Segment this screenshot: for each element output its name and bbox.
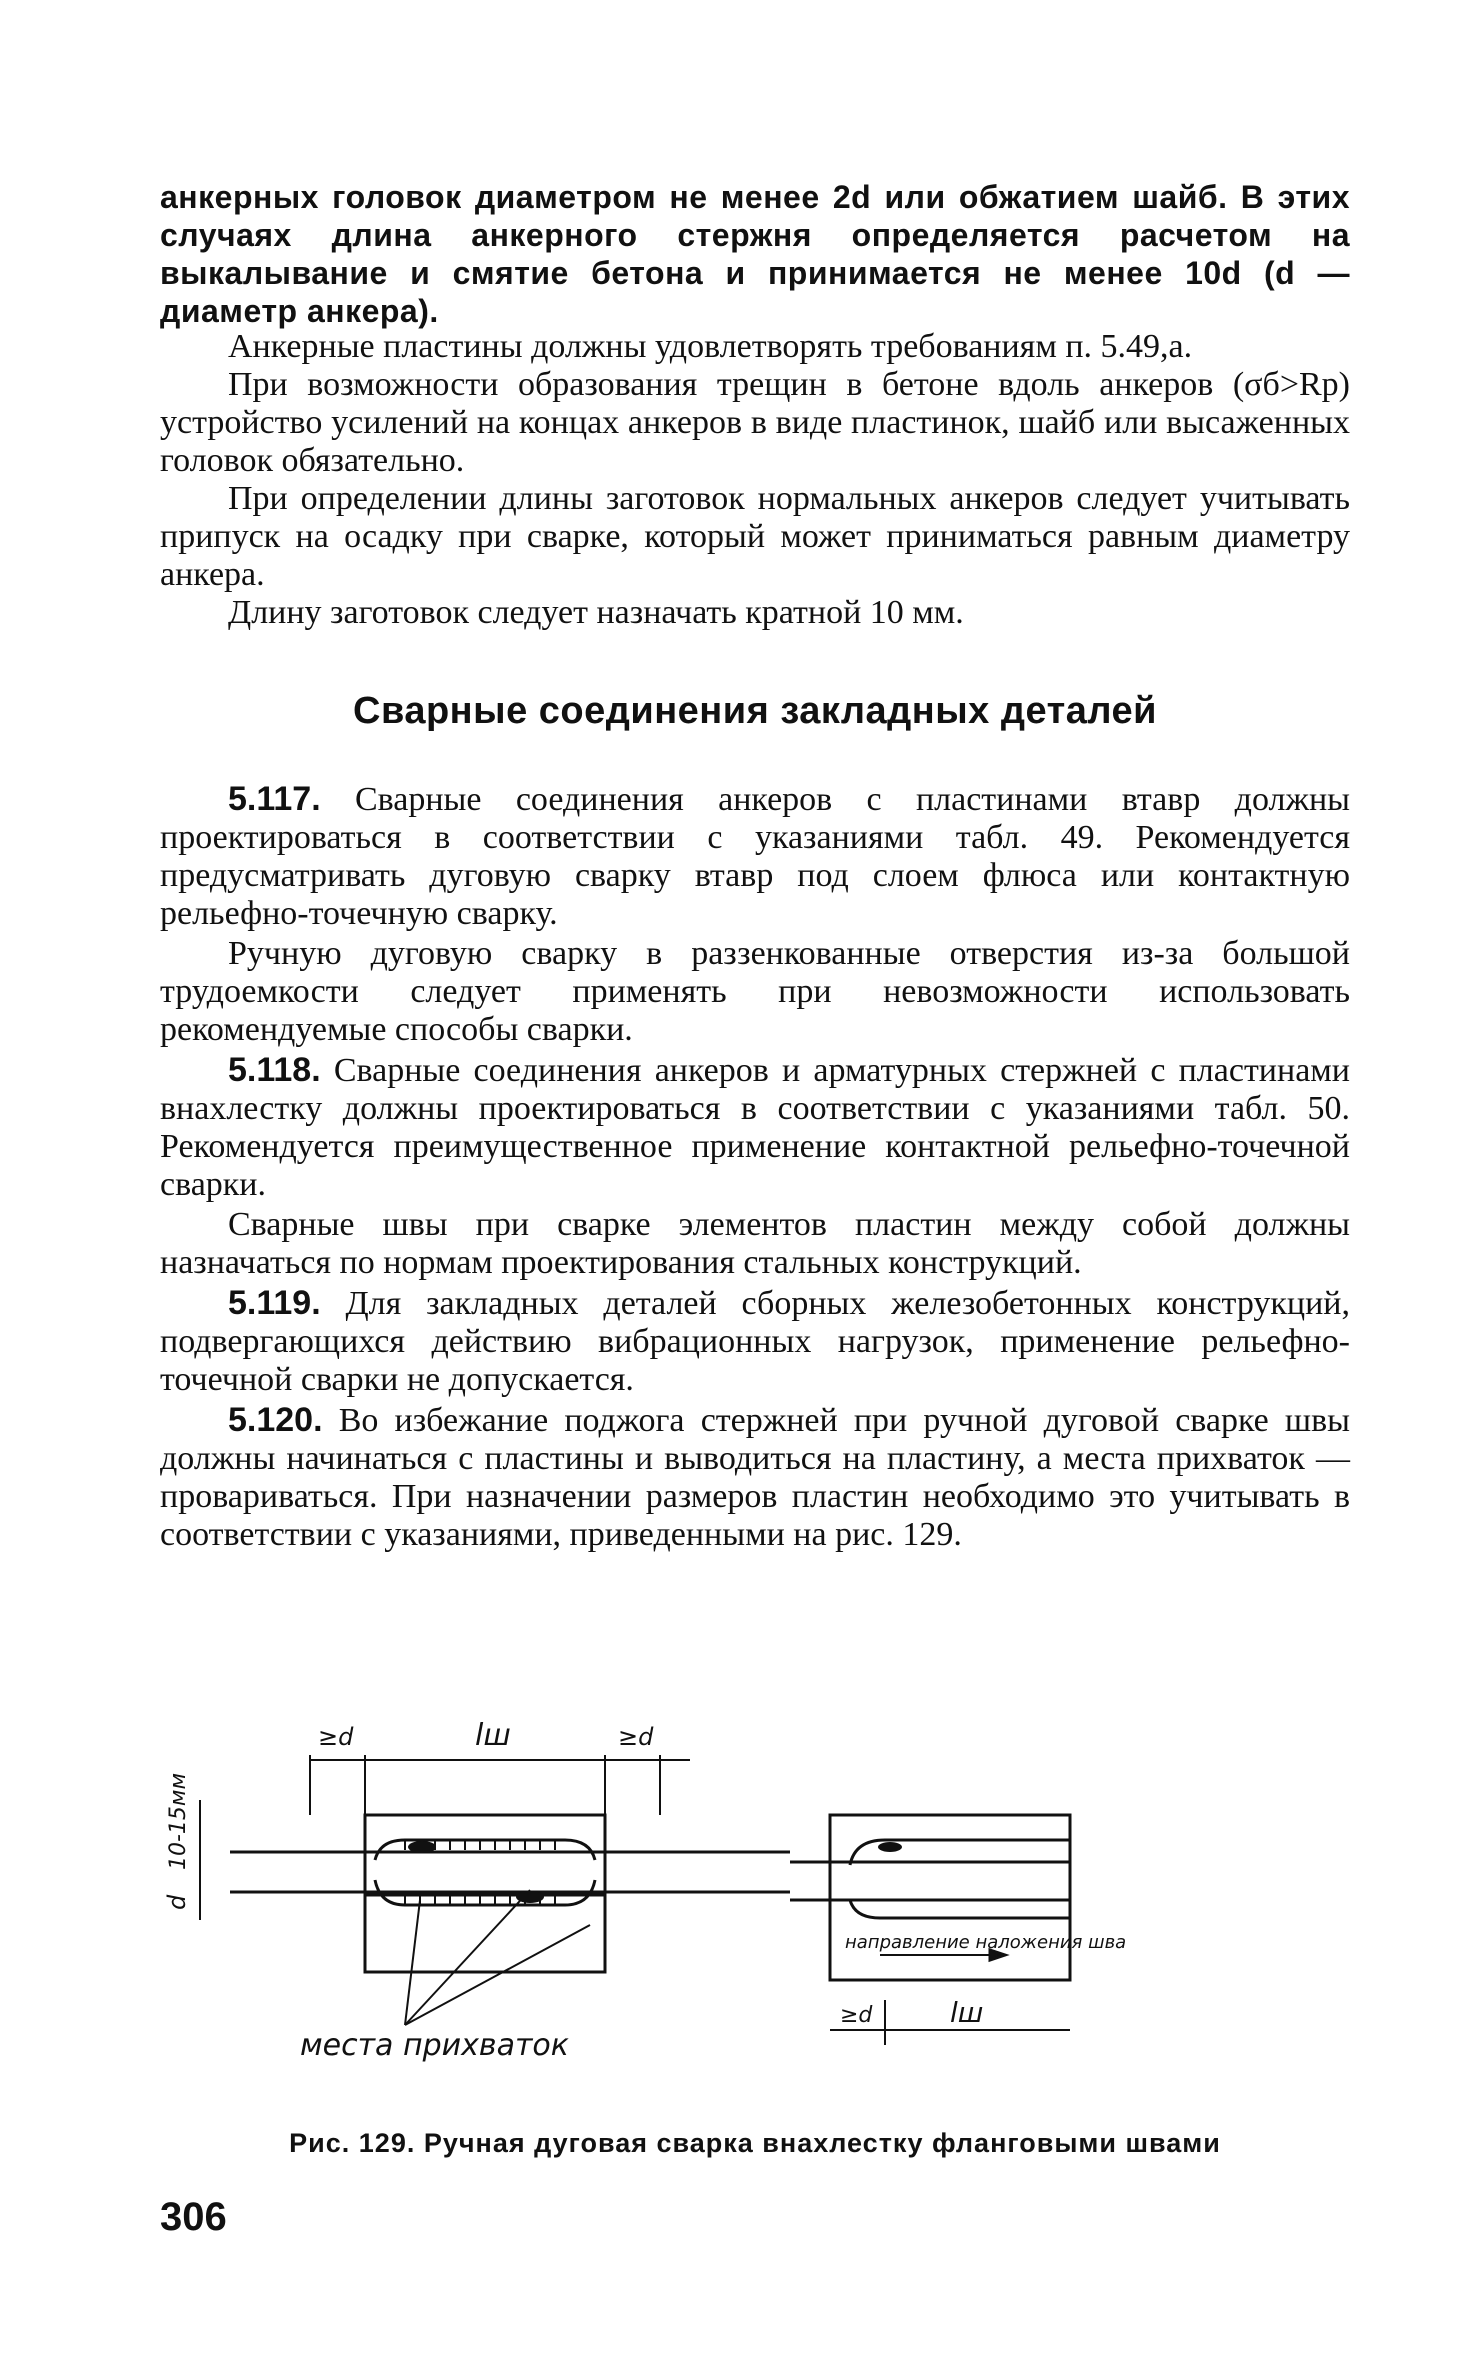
label-min-d-bottom: ≥d: [840, 2003, 873, 2028]
page-number: 306: [160, 2195, 227, 2239]
welding-figure: [163, 1700, 1280, 2080]
label-min-d-right: ≥d: [618, 1723, 654, 1751]
label-lw-bottom: lш: [950, 1996, 984, 2029]
label-d: d: [163, 1894, 191, 1910]
clause-text: Сварные швы при сварке элементов пластин между собой должны назначаться по нормам проектирования стальных конструкций.: [160, 1206, 1350, 1281]
clause-number: 5.117.: [228, 780, 321, 818]
clause-paragraph: [160, 935, 1350, 1049]
label-direction: направление наложения шва: [845, 1932, 1127, 1953]
clause-text: Ручную дуговую сварку в раззенкованные отверстия из-за большой трудоемкости следует применять при невозможности использовать рекомендуемые способы сварки.: [160, 935, 1350, 1048]
clause-text: Во избежание поджога стержней при ручной дуговой сварке швы должны начинаться с пластины и выводиться на пластину, а места прихваток — провариваться. При назначении размеров пластин необходимо это учитывать в соответствии с указаниями, приведенными на рис. 129.: [160, 1402, 1350, 1553]
clause-paragraph: [160, 1284, 1350, 1399]
top-weld: [375, 1840, 595, 1860]
paragraph-group-1: [160, 328, 1350, 632]
label-range: 10-15мм: [166, 1772, 191, 1870]
figure-caption: Рис. 129. Ручная дуговая сварка внахлестку фланговыми швами: [289, 2128, 1221, 2158]
clause-text: Сварные соединения анкеров и арматурных стержней с пластинами внахлестку должны проектироваться в соответствии с указаниями табл. 50. Рекомендуется преимущественное применение контактной рельефно-точечной сварки.: [160, 1052, 1350, 1203]
continued-paragraph: [160, 178, 1350, 330]
paragraph: Анкерные пластины должны удовлетворять требованиям п. 5.49,а.: [228, 328, 1193, 365]
label-min-d-left: ≥d: [318, 1723, 354, 1751]
clause-number: 5.118.: [228, 1051, 321, 1089]
clause-text: Для закладных деталей сборных железобетонных конструкций, подвергающихся действию вибрационных нагрузок, применение рельефно-точечной сварки не допускается.: [160, 1285, 1350, 1398]
clause-number: 5.120.: [228, 1401, 323, 1439]
section-heading: Сварные соединения закладных деталей: [353, 690, 1157, 732]
paragraph-group-2: [160, 780, 1350, 1556]
clause-paragraph: [160, 1206, 1350, 1282]
top-plate: [365, 1815, 605, 1895]
clause-paragraph: [160, 1401, 1350, 1554]
paragraph: Длину заготовок следует назначать кратной 10 мм.: [228, 594, 964, 631]
clause-paragraph: [160, 1051, 1350, 1204]
clause-number: 5.119.: [228, 1284, 321, 1322]
clause-paragraph: [160, 780, 1350, 933]
label-lw-top: lш: [475, 1718, 511, 1753]
clause-text: Сварные соединения анкеров с пластинами втавр должны проектироваться в соответствии с указаниями табл. 49. Рекомендуется предусматривать дуговую сварку втавр под слоем флюса или контактную рельефно-точечную сварку.: [160, 781, 1350, 932]
paragraph: При возможности образования трещин в бетоне вдоль анкеров (σб>Rр) устройство усилений на концах анкеров в виде пластинок, шайб или высаженных головок обязательно.: [160, 366, 1350, 479]
paragraph: При определении длины заготовок нормальных анкеров следует учитывать припуск на осадку при сварке, который может приниматься равным диаметру анкера.: [160, 480, 1350, 593]
label-tacks: места прихваток: [300, 2028, 569, 2063]
top-paragraph: анкерных головок диаметром не менее 2d или обжатием шайб. В этих случаях длина анкерного стержня определяется расчетом на выкалывание и смятие бетона и принимается не менее 10d (d — диаметр анкера).: [160, 179, 1350, 329]
